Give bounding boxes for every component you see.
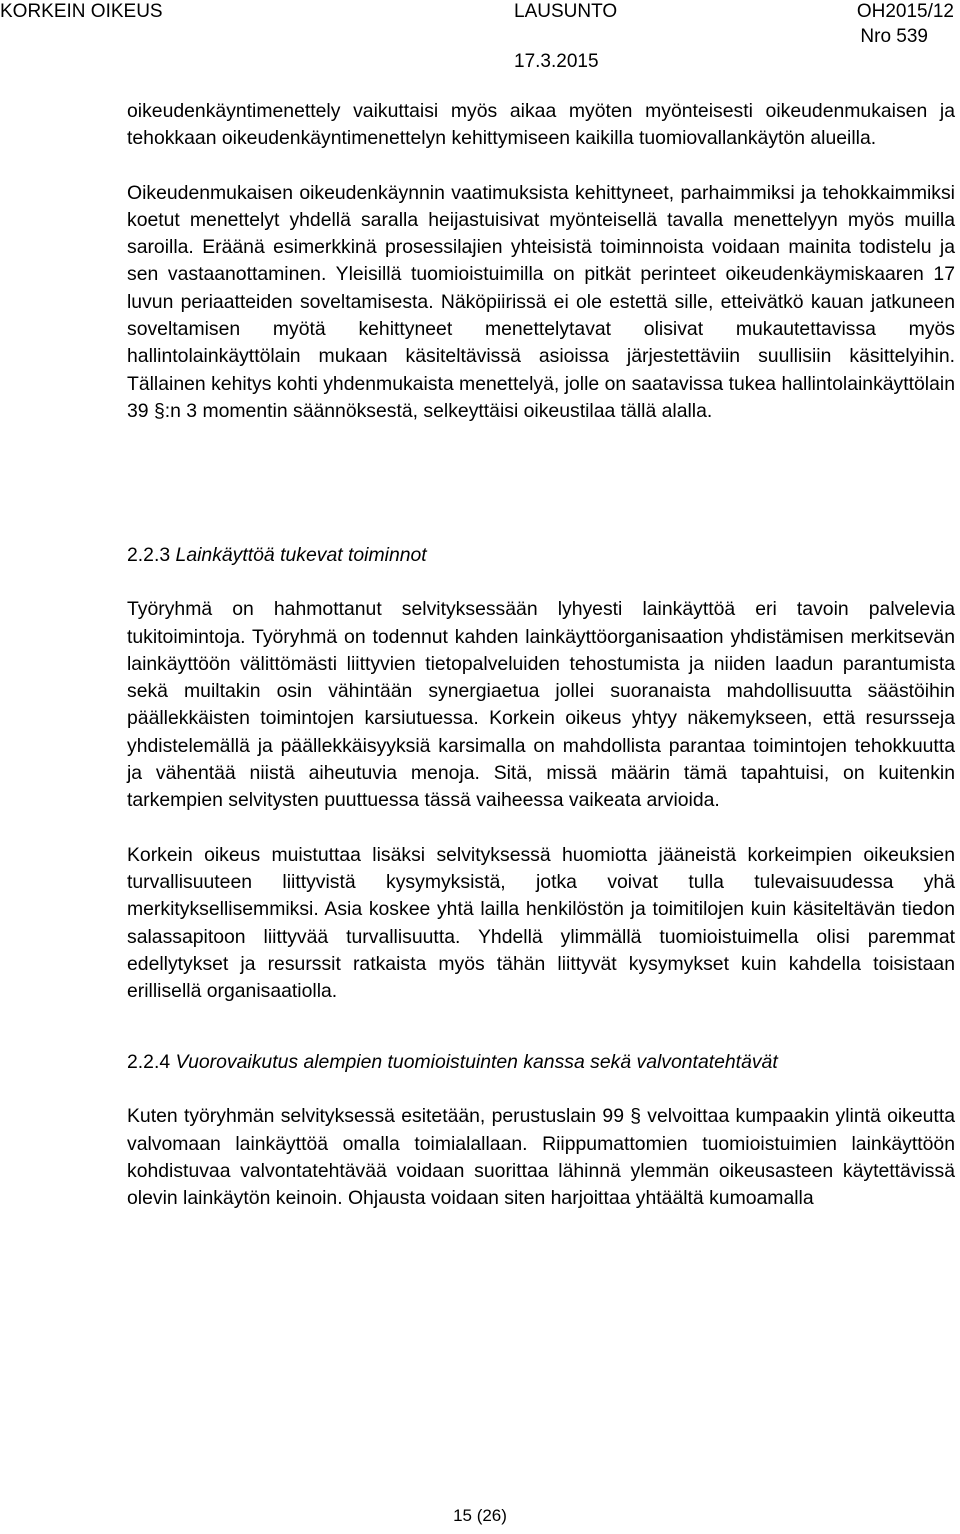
section-title: Vuorovaikutus alempien tuomioistuinten kanssa sekä valvontatehtävät bbox=[175, 1051, 778, 1074]
section-heading-2-2-3 bbox=[127, 542, 955, 569]
section-number: 2.2.4 bbox=[127, 1051, 171, 1074]
document-number: Nro 539 bbox=[860, 26, 928, 47]
paragraph-5: Kuten työryhmän selvityksessä esitetään, perustuslain 99 § velvoittaa kumpaakin ylintä oikeutta valvomaan lainkäyttöä omalla toimialallaan. Riippumattomien tuomioistuimien lainkäyttöön kohdistuvaa valvontatehtävää voidaan suorittaa lähinnä ylemmän oikeusasteen käytettävissä olevin lainkäytön keinoin. Ohjausta voidaan siten harjoittaa yhtäältä kumoamalla bbox=[127, 1105, 955, 1210]
section-number: 2.2.3 bbox=[127, 544, 171, 567]
section-title: Lainkäyttöä tukevat toiminnot bbox=[175, 544, 427, 567]
document-type: LAUSUNTO bbox=[514, 1, 618, 22]
paragraph-4: Korkein oikeus muistuttaa lisäksi selvityksessä huomiotta jääneistä korkeimpien oikeuksien turvallisuuteen liittyvistä kysymyksistä, jotka voivat tulla tulevaisuudessa yhä merkityksellisemmiksi. Asia koskee yhtä lailla henkilöstön ja toimitilojen kuin käsiteltävän tiedon salassapitoon liittyvää turvallisuutta. Yhdellä ylimmällä tuomioistuimella olisi paremmat edellytykset ja resurssit ratkaista myös tähän liittyvät kysymykset kuin kahdella toisistaan erillisellä organisaatiolla. bbox=[127, 843, 955, 1003]
document-header bbox=[0, 0, 960, 72]
page-number: 15 (26) bbox=[453, 1506, 507, 1525]
section-heading-2-2-4 bbox=[127, 1049, 955, 1076]
organization-name: KORKEIN OIKEUS bbox=[0, 1, 163, 22]
paragraph-1: oikeudenkäyntimenettely vaikuttaisi myös aikaa myöten myönteisesti oikeudenmukaisen ja tehokkaan oikeudenkäyntimenettelyn kehittymiseen kaikilla tuomiovallankäytön alueilla. bbox=[127, 100, 955, 150]
document-date: 17.3.2015 bbox=[514, 51, 599, 72]
paragraph-2: Oikeudenmukaisen oikeudenkäynnin vaatimuksista kehittyneet, parhaimmiksi ja tehokkaimmiksi koetut menettelyt yhdellä saralla heijastuisivat myönteisellä tavalla menettelyyn myös muilla saroilla. Eräänä esimerkkinä prosessilajien yhteisistä toiminnoista voidaan mainita todistelu ja sen vastaanottaminen. Yleisillä tuomioistuimilla on pitkät perinteet oikeudenkäymiskaaren 17 luvun periaatteiden soveltamisesta. Näköpiirissä ei ole estettä sille, etteivätkö kauan jatkuneen soveltamisen myötä kehittyneet menettelytavat olisivat mukautettavissa myös hallintolainkäyttölain mukaan käsiteltävissä asioissa järjestettäviin suullisiin käsittelyihin. Tällainen kehitys kohti yhdenmukaista menettelyä, jolle on saatavissa tukea hallintolainkäyttölain 39 §:n 3 momentin säännöksestä, selkeyttäisi oikeustilaa tällä alalla. bbox=[127, 181, 955, 422]
paragraph-3: Työryhmä on hahmottanut selvityksessään lyhyesti lainkäyttöä eri tavoin palvelevia tukitoimintoja. Työryhmä on todennut kahden lainkäyttöorganisaation yhdistämisen merkitsevän lainkäyttöön välittömästi liittyvien tietopalveluiden tehostumista ja niiden laadun parantumista sekä muiltakin osin vähintään synergiaetua jollei suoranaista mahdollisuutta säästöihin päällekkäisten toimintojen karsiutuessa. Korkein oikeus yhtyy näkemykseen, että resursseja yhdistelemällä ja päällekkäisyyksiä karsimalla on mahdollista parantaa toimintojen tehokkuutta ja vähentää niistä aiheutuvia menoja. Sitä, missä määrin tämä tapahtuisi, on kuitenkin tarkempien selvitysten puuttuessa tässä vaiheessa vaikeata arvioida. bbox=[127, 598, 955, 812]
reference-number: OH2015/12 bbox=[856, 1, 954, 22]
document-body bbox=[127, 98, 955, 1213]
